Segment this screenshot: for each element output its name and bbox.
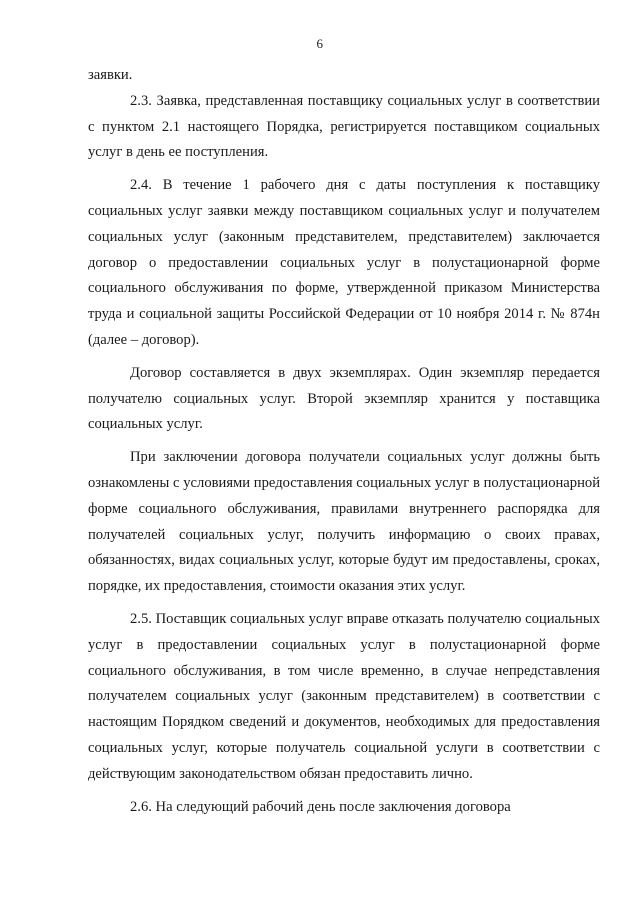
paragraph-2-5: 2.5. Поставщик социальных услуг вправе отказать получателю социальных услуг в предоставлении социальных услуг в полустационарной форме социального обслуживания, в том числе временно, в случае непредставления получателем социальных услуг (законным представителем) в соответствии с настоящим Порядком сведений и документов, необходимых для предоставления социальных услуг, которые получатель социальной услуги в соответствии с действующим законодательством обязан предоставить лично. bbox=[88, 610, 600, 782]
paragraph-2-4: 2.4. В течение 1 рабочего дня с даты поступления к поставщику социальных услуг заявки между поставщиком социальных услуг и получателем социальных услуг (законным представителем, представителем) заключается договор о предоставлении социальных услуг в полустационарной форме социального обслуживания по форме, утвержденной приказом Министерства труда и социальной защиты Российской Федерации от 10 ноября 2014 г. № 874н (далее – договор). bbox=[88, 177, 600, 348]
paragraph-contract-copies: Договор составляется в двух экземплярах. Один экземпляр передается получателю социальных услуг. Второй экземпляр хранится у поставщика социальных услуг. bbox=[88, 364, 600, 433]
paragraph-continuation: заявки. bbox=[88, 67, 133, 83]
document-body bbox=[88, 63, 600, 820]
paragraph-2-6: 2.6. На следующий рабочий день после заключения договора bbox=[130, 798, 511, 815]
paragraph-2-3: 2.3. Заявка, представленная поставщику социальных услуг в соответствии с пунктом 2.1 настоящего Порядка, регистрируется поставщиком социальных услуг в день ее поступления. bbox=[88, 92, 600, 161]
page-number: 6 bbox=[316, 36, 324, 51]
paragraph-contract-familiarization: При заключении договора получатели социальных услуг должны быть ознакомлены с условиями предоставления социальных услуг в полустационарной форме социального обслуживания, правилами внутреннего распорядка для получателей социальных услуг, получить информацию о своих правах, обязанностях, видах социальных услуг, которые будут им предоставлены, сроках, порядке, их предоставления, стоимости оказания этих услуг. bbox=[88, 449, 600, 595]
